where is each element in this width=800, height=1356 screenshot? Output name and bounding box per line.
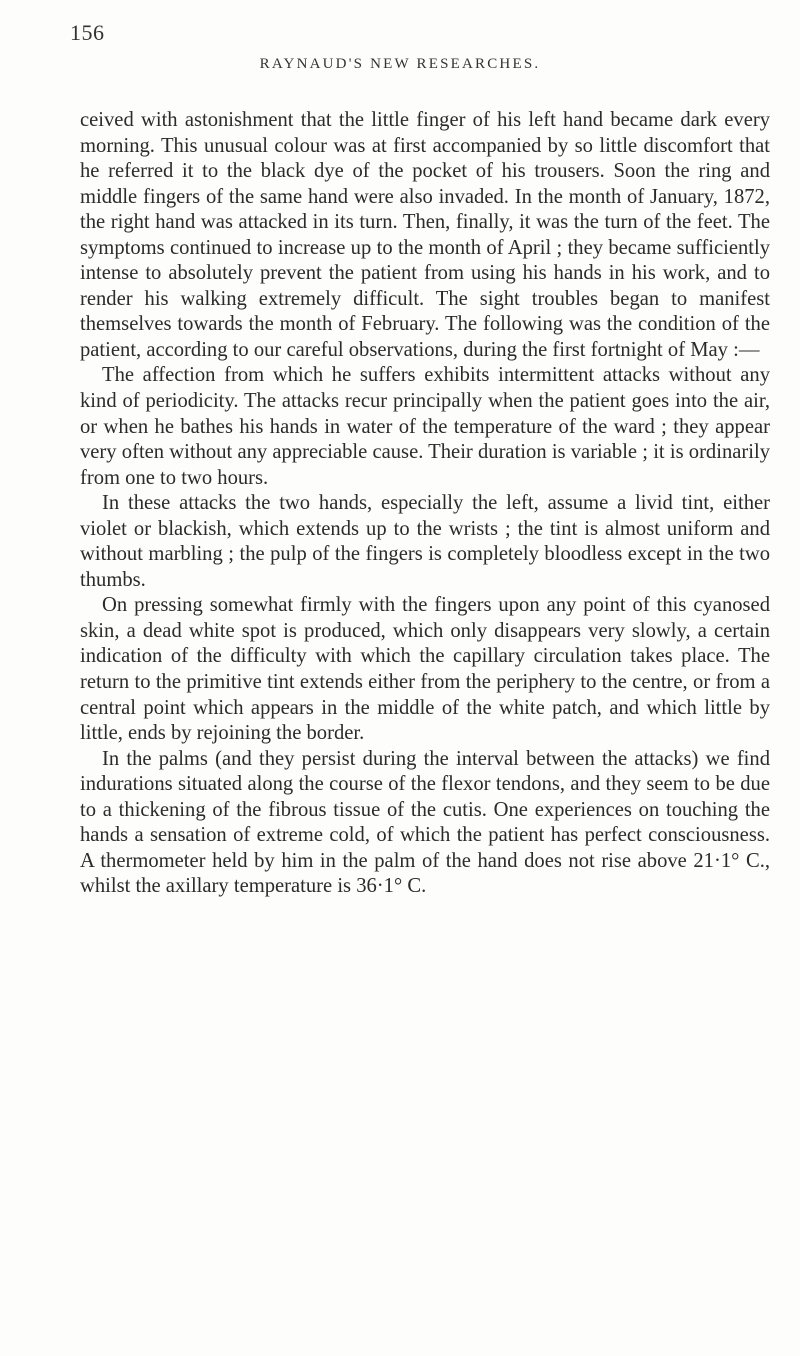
paragraph: In these attacks the two hands, especially the left, assume a livid tint, either violet or blackish, which extends up to the wrists ; the tint is almost uniform and without marbling ; the pulp of the fingers is completely bloodless except in the two thumbs. xyxy=(80,492,770,591)
paragraph: In the palms (and they persist during the interval between the attacks) we find indurations situated along the course of the flexor tendons, and they seem to be due to a thickening of the fibrous tissue of the cutis. One experiences on touching the hands a sensation of extreme cold, of which the patient has perfect consciousness. A thermometer held by him in the palm of the hand does not rise above 21·1° C., whilst the axillary temperature is 36·1° C. xyxy=(80,747,770,898)
paragraph: On pressing somewhat firmly with the fingers upon any point of this cyanosed skin, a dead white spot is produced, which only disappears very slowly, a certain indication of the difficulty with which the capillary circulation takes place. The return to the primitive tint extends either from the periphery to the centre, or from a central point which appears in the middle of the white patch, and which little by little, ends by rejoining the border. xyxy=(80,594,770,745)
paragraph: ceived with astonishment that the little finger of his left hand became dark every morning. This unusual colour was at first accompanied by so little discomfort that he referred it to the black dye of the pocket of his trousers. Soon the ring and middle fingers of the same hand were also invaded. In the month of January, 1872, the right hand was attacked in its turn. Then, finally, it was the turn of the feet. The symptoms continued to increase up to the month of April ; they became sufficiently intense to absolutely prevent the patient from using his hands in his work, and to render his walking extremely difficult. The sight troubles began to manifest themselves towards the month of February. The following was the condition of the patient, according to our careful observations, during the first fortnight of May :— xyxy=(80,109,770,361)
paragraph: The affection from which he suffers exhibits intermittent attacks without any kind of periodicity. The attacks recur principally when the patient goes into the air, or when he bathes his hands in water of the temperature of the ward ; they appear very often without any appreciable cause. Their duration is variable ; it is ordinarily from one to two hours. xyxy=(80,364,770,489)
body-text xyxy=(80,108,770,900)
running-head: RAYNAUD'S NEW RESEARCHES. xyxy=(259,56,541,72)
page-number: 156 xyxy=(70,20,105,45)
